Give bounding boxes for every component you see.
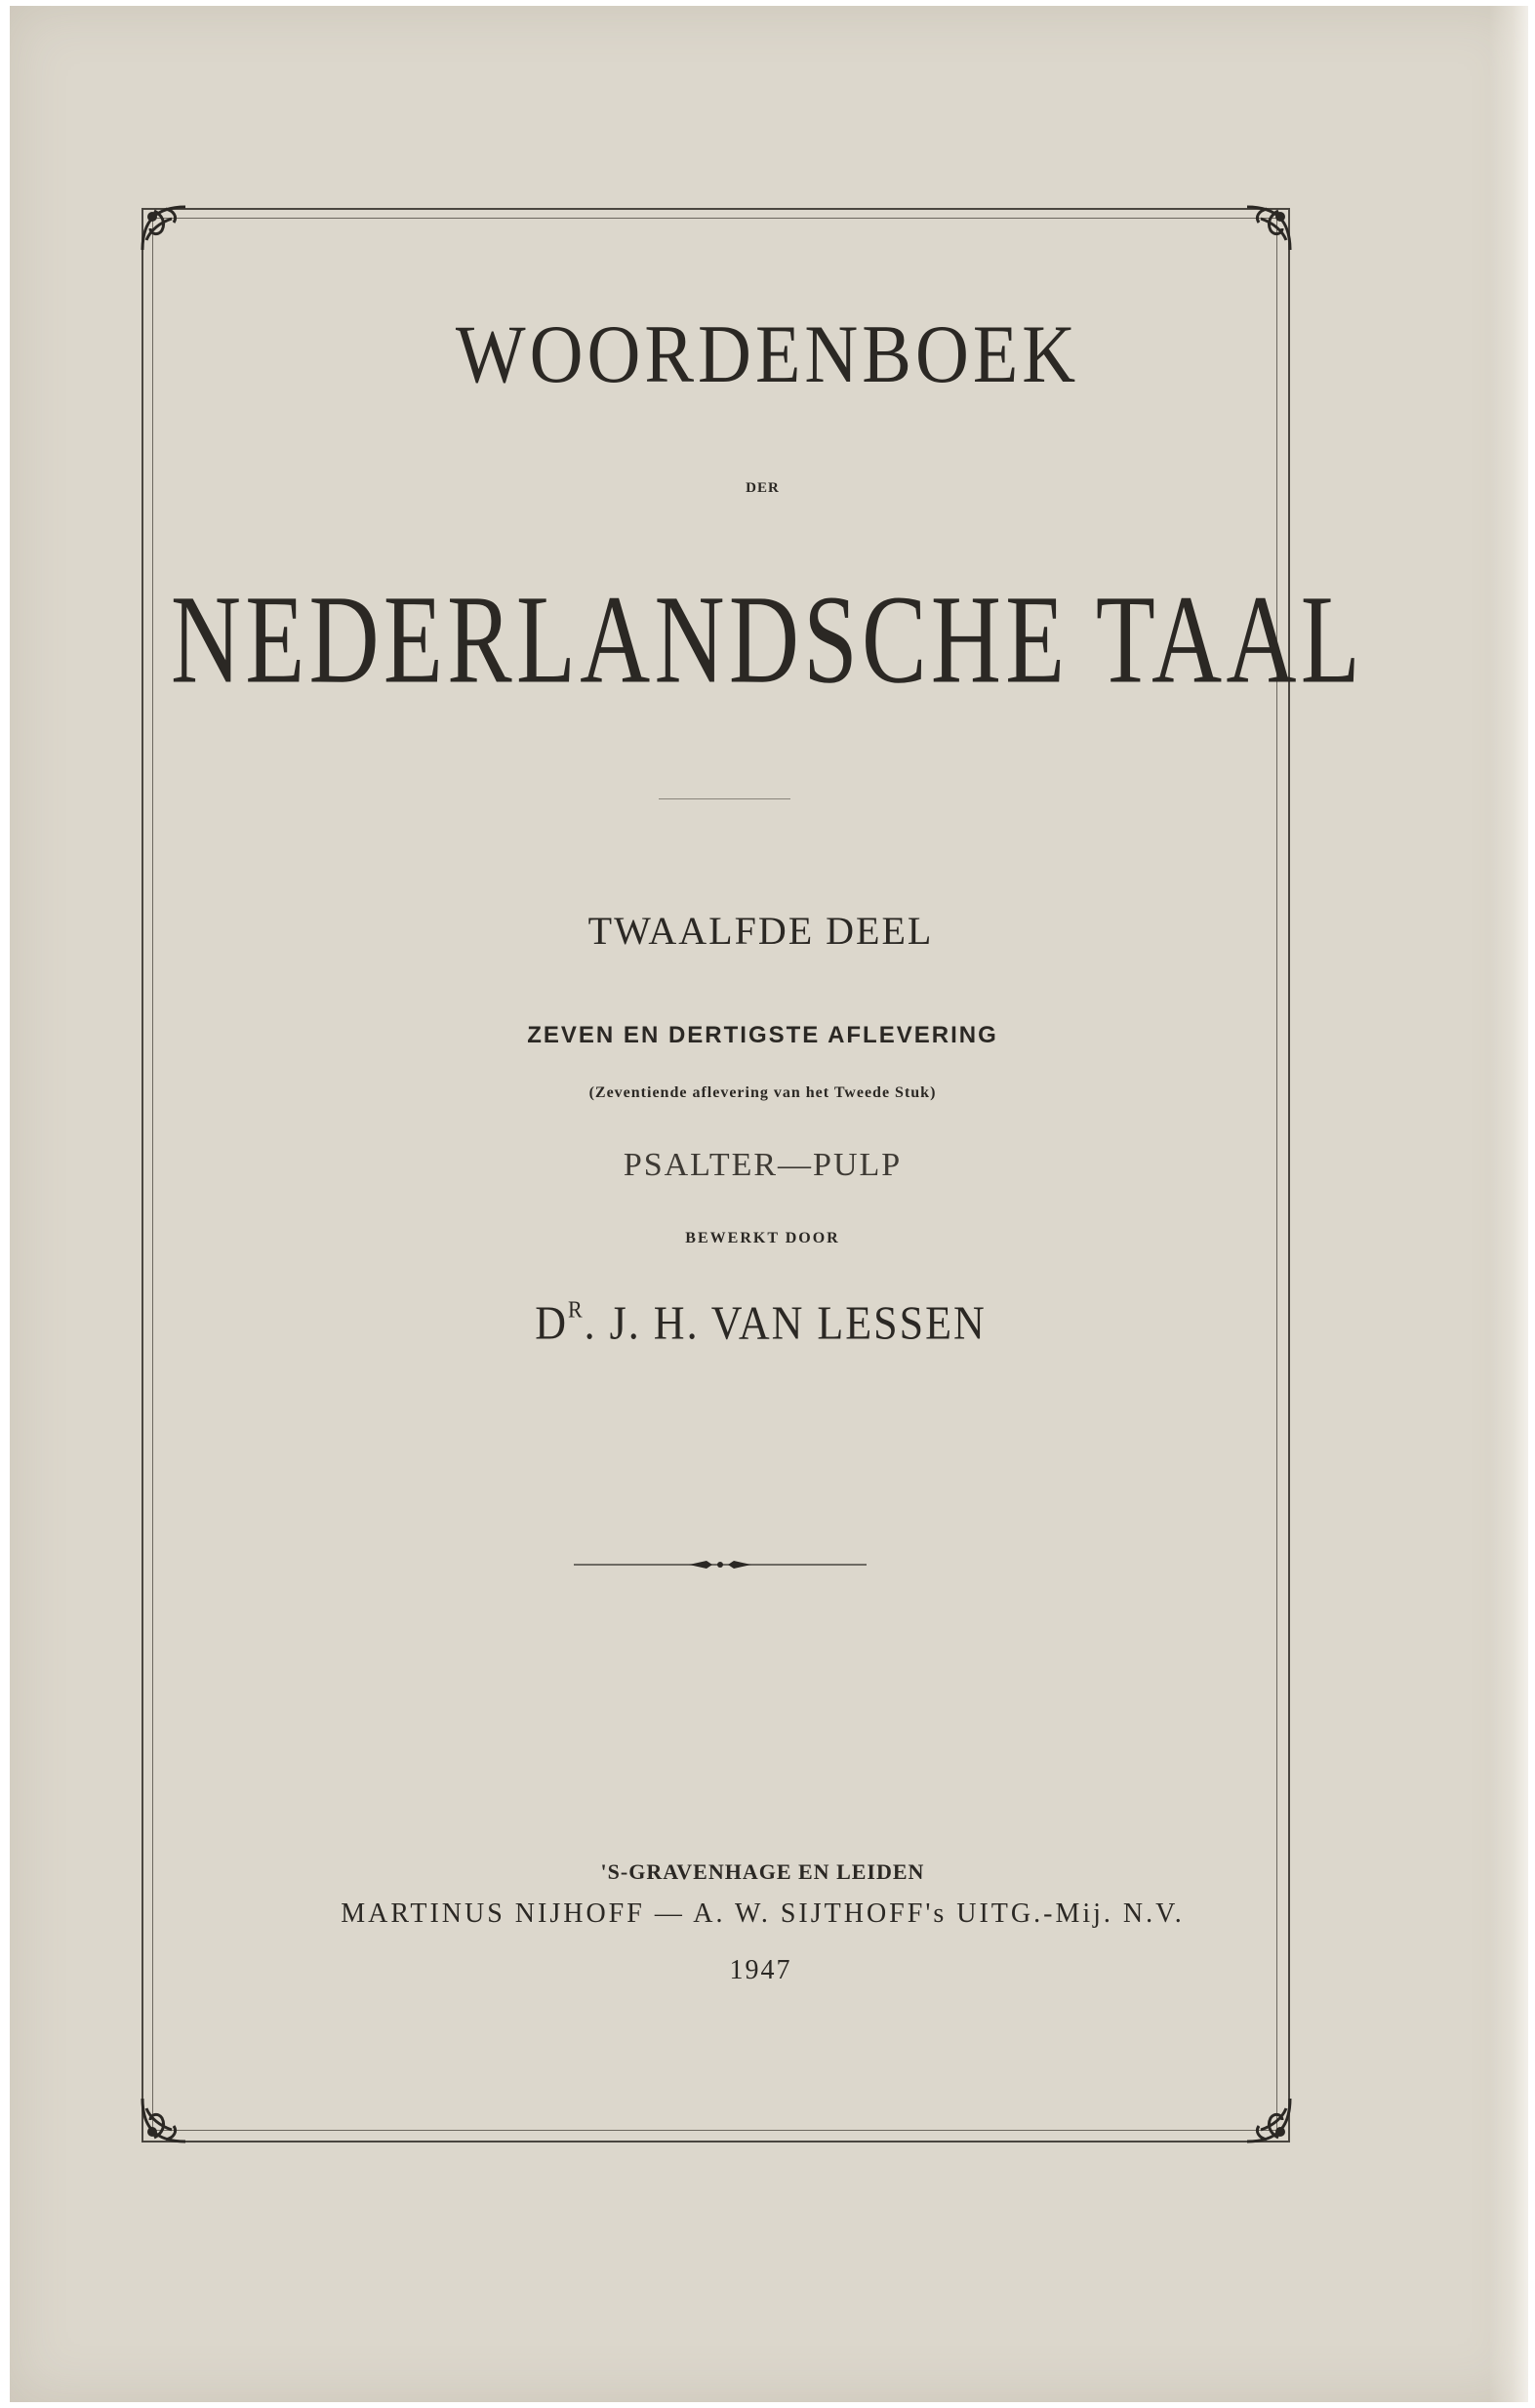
author-name-text: . J. H. VAN LESSEN xyxy=(584,1296,987,1350)
title-line-2: NEDERLANDSCHE TAAL xyxy=(170,570,1365,711)
entry-range: PSALTER—PULP xyxy=(623,1147,903,1183)
corner-ornament-bottom-left xyxy=(137,2085,199,2147)
corner-ornament-top-right xyxy=(1233,201,1296,264)
short-divider xyxy=(659,798,790,799)
author-prefix-superscript: R xyxy=(567,1295,585,1323)
edited-by-label: BEWERKT DOOR xyxy=(685,1230,840,1246)
author-prefix: D xyxy=(535,1296,568,1350)
ornamental-divider xyxy=(574,1558,867,1571)
corner-ornament-top-left xyxy=(137,201,199,264)
volume-label: TWAALFDE DEEL xyxy=(587,909,934,953)
publisher: MARTINUS NIJHOFF — A. W. SIJTHOFF's UITG.-Mij. N.V. xyxy=(341,1898,1185,1929)
author-name xyxy=(0,1295,1528,1350)
installment-label: ZEVEN EN DERTIGSTE AFLEVERING xyxy=(527,1022,998,1048)
title-line-1: WOORDENBOEK xyxy=(455,307,1080,400)
publication-year: 1947 xyxy=(729,1955,792,1985)
publication-place: 'S-GRAVENHAGE EN LEIDEN xyxy=(600,1859,925,1884)
title-connector: DER xyxy=(746,480,780,496)
installment-note: (Zeventiende aflevering van het Tweede Stuk) xyxy=(588,1084,937,1101)
corner-ornament-bottom-right xyxy=(1233,2085,1296,2147)
